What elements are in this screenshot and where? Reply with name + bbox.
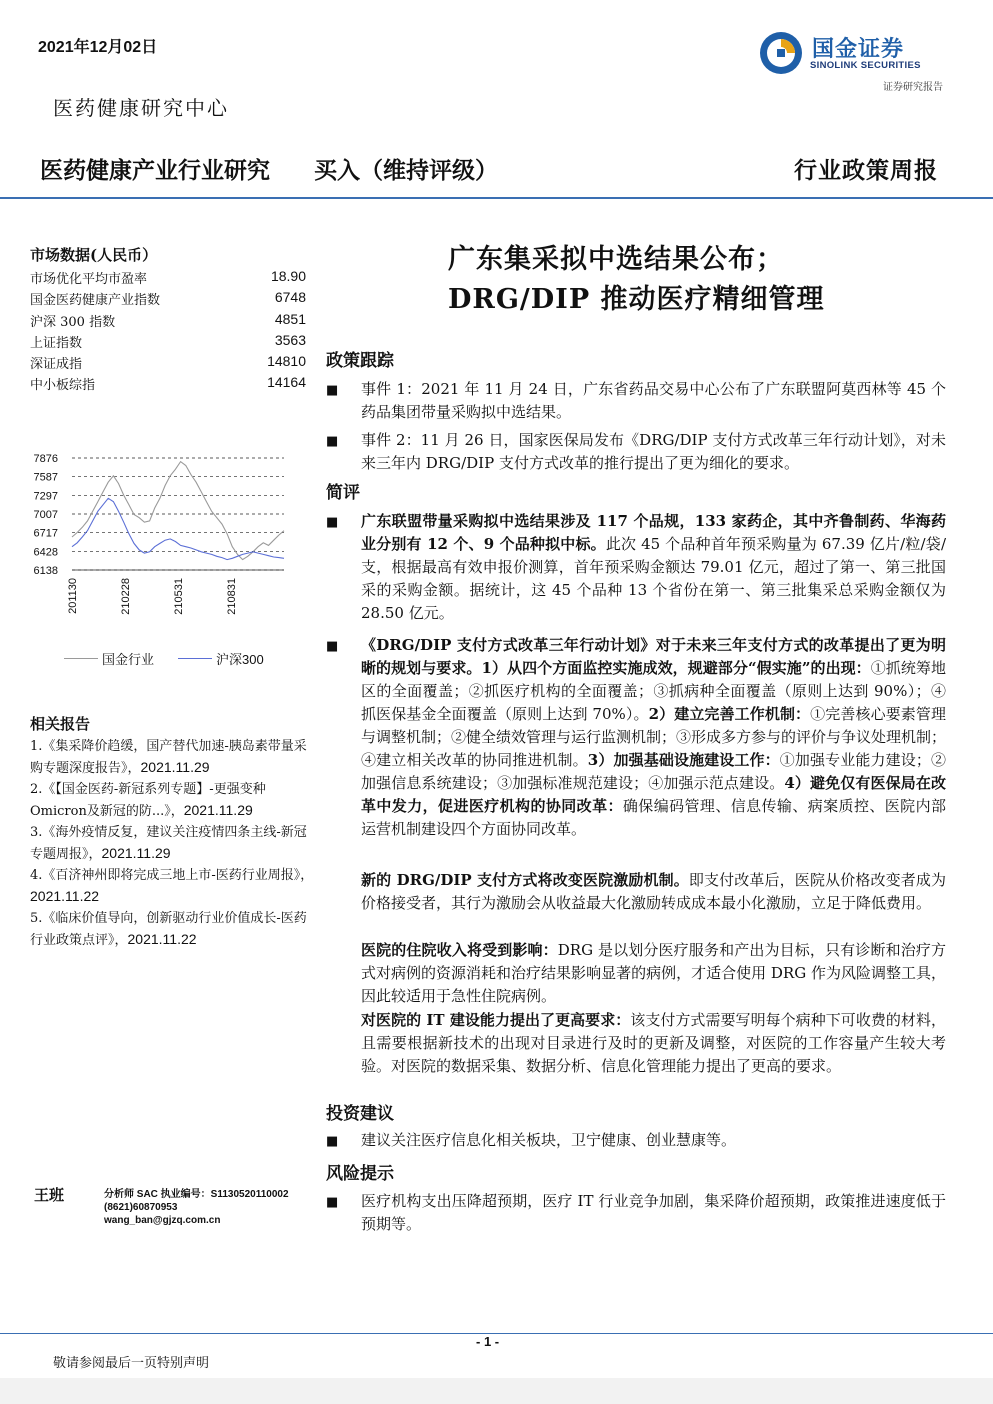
legend-label-hs300: 沪深300 xyxy=(216,652,264,667)
market-row xyxy=(30,268,306,289)
related-report-date: 2021.11.22 xyxy=(127,931,197,947)
y-tick-label: 6717 xyxy=(33,527,58,540)
related-report-date: 2021.11.29 xyxy=(101,845,171,861)
paragraph-it-text: 该支付方式需要写明每个病种下可收费的材料，且需要根据新技术的出现对目录进行及时的更新及调整，对医院的工作容量产生较大考验。对医院的数据采集、数据分析、信息化管理能力提出了更高的要求。 xyxy=(361,1011,946,1075)
paragraph-inpatient-text: DRG 是以划分医疗服务和产出为目标，只有诊断和治疗方式对病例的资源消耗和治疗结果影响显著的病例，才适合使用 DRG 作为风险调整工具，因此较适用于急性住院病例。 xyxy=(361,941,946,1005)
paragraph-it-bold: 对医院的 IT 建设能力提出了更高要求： xyxy=(361,1011,631,1029)
market-value: 6748 xyxy=(274,289,306,306)
paragraph-incentive xyxy=(361,869,946,915)
market-label: 深证成指 xyxy=(30,357,83,373)
event-1-text: 事件 1：2021 年 11 月 24 日，广东省药品交易中心公布了广东联盟阿莫西林等 45 个药品集团带量采购拟中选结果。 xyxy=(361,380,946,421)
comment-2-text-3: ①加强专业能力建设；②加强信息系统建设；③加强标准规范建设；④加强示范点建设。 xyxy=(361,751,946,792)
bullet-icon: ■ xyxy=(326,1195,339,1210)
x-tick-label: 201130 xyxy=(67,578,79,614)
market-value: 18.90 xyxy=(270,268,306,284)
comment-2-bold-3: 3）加强基础设施建设工作： xyxy=(587,751,780,769)
related-report-text: 1.《集采降价趋缓，国产替代加速-胰岛素带量采购专题深度报告》， xyxy=(30,739,307,776)
comment-1-bold: 广东联盟带量采购拟中选结果涉及 117 个品规，133 家药企，其中齐鲁制药、华海药业分别有 12 个、9 个品种拟中标。 xyxy=(361,512,946,553)
related-report-text: 5.《临床价值导向，创新驱动行业价值成长-医药行业政策点评》， xyxy=(30,911,307,948)
analyst-phone: (8621)60870953 xyxy=(104,1202,178,1213)
bullet-icon: ■ xyxy=(326,515,339,530)
header-divider xyxy=(0,197,993,199)
paragraph-it xyxy=(361,1009,946,1078)
page-number: - 1 - xyxy=(476,1334,500,1349)
related-report-item[interactable] xyxy=(30,908,318,951)
logo-text-en: SINOLINK SECURITIES xyxy=(810,60,921,71)
report-title-line2: DRG/DIP 推动医疗精细管理 xyxy=(448,284,825,315)
market-row xyxy=(30,311,306,332)
legend-label-industry: 国金行业 xyxy=(102,652,155,667)
comment-1-text: 此次 45 个品种首年预采购量为 67.39 亿片/粒/袋/支，根据最高有效申报价测算，首年预采购金额达 79.01 亿元，超过了第一、第三批国采的采购金额。据统计，这 45 个品种 13 个省份在第一、第三批集采总采购金额仅为 28.50 亿元。 xyxy=(361,535,946,622)
y-tick-label: 6138 xyxy=(33,565,58,577)
related-report-text: 4.《百济神州即将完成三地上市-医药行业周报》， xyxy=(30,868,314,883)
series-line-industry xyxy=(72,462,284,560)
market-label: 中小板综指 xyxy=(30,378,96,394)
market-row xyxy=(30,289,306,310)
chart-legend xyxy=(64,649,264,668)
paragraph-inpatient-bold: 医院的住院收入将受到影响： xyxy=(361,941,558,959)
bullet-icon: ■ xyxy=(326,1134,339,1149)
x-tick-label: 210831 xyxy=(226,578,238,615)
comment-2 xyxy=(361,634,946,841)
market-value: 4851 xyxy=(274,310,306,327)
related-report-item[interactable] xyxy=(30,865,318,908)
disclaimer-note: 敬请参阅最后一页特别声明 xyxy=(53,1356,210,1371)
sinolink-logo-icon xyxy=(758,30,804,76)
related-report-date: 2021.11.22 xyxy=(30,888,100,904)
report-title-line1: 广东集采拟中选结果公布； xyxy=(448,244,784,275)
x-tick-label: 210228 xyxy=(120,578,132,615)
series-line-hs300 xyxy=(72,498,284,559)
market-label: 国金医药健康产业指数 xyxy=(30,293,161,309)
report-category-label: 证券研究报告 xyxy=(883,82,943,93)
related-report-text: 3.《海外疫情反复，建议关注疫情四条主线-新冠专题周报》， xyxy=(30,825,307,862)
analyst-sac-number: 分析师 SAC 执业编号：S1130520110002 xyxy=(104,1189,289,1200)
paragraph-inpatient xyxy=(361,939,946,1008)
y-tick-label: 7297 xyxy=(33,490,58,503)
market-label: 市场优化平均市盈率 xyxy=(30,272,148,287)
market-value: 14810 xyxy=(267,353,306,370)
comment-2-bold-1: 《DRG/DIP 支付方式改革三年行动计划》对于未来三年支付方式的改革提出了更为明晰的规划与要求。1）从四个方面监控实施成效，规避部分“假实施”的出现： xyxy=(361,636,946,677)
bullet-icon: ■ xyxy=(326,434,339,449)
comment-1 xyxy=(361,510,946,625)
market-label: 沪深 300 指数 xyxy=(30,314,116,330)
research-center-name: 医药健康研究中心 xyxy=(53,96,229,120)
related-reports-title: 相关报告 xyxy=(30,715,91,733)
company-logo xyxy=(758,30,944,76)
market-value: 3563 xyxy=(274,331,306,348)
related-report-item[interactable] xyxy=(30,736,318,779)
related-report-date: 2021.11.29 xyxy=(140,759,210,775)
comment-2-text-1: ①抓统筹地区的全面覆盖；②抓医疗机构的全面覆盖；③抓病种全面覆盖（原则上达到 90%）；④抓医保基金全面覆盖（原则上达到 70%）。 xyxy=(361,659,946,723)
section-investment: 投资建议 xyxy=(326,1104,394,1124)
related-report-item[interactable] xyxy=(30,822,318,865)
section-risk: 风险提示 xyxy=(326,1164,394,1184)
report-title xyxy=(448,240,825,320)
analyst-email[interactable]: wang_ban@gjzq.com.cn xyxy=(104,1215,221,1226)
comment-2-bold-2: 2）建立完善工作机制： xyxy=(648,705,811,723)
legend-swatch-industry xyxy=(64,658,98,659)
y-tick-label: 7876 xyxy=(33,453,58,465)
event-2-text: 事件 2：11 月 26 日，国家医保局发布《DRG/DIP 支付方式改革三年行动计划》，对未来三年内 DRG/DIP 支付方式改革的推行提出了更为细化的要求。 xyxy=(361,431,946,472)
analyst-name: 王班 xyxy=(34,1186,65,1204)
related-report-item[interactable] xyxy=(30,779,318,822)
bullet-icon: ■ xyxy=(326,383,339,398)
legend-swatch-hs300 xyxy=(178,658,212,659)
market-value: 14164 xyxy=(267,374,306,391)
bullet-icon: ■ xyxy=(326,639,339,654)
related-report-date: 2021.11.29 xyxy=(183,802,253,818)
related-reports-list xyxy=(30,736,318,951)
related-report-text: 2.《【国金医药-新冠系列专题】-更强变种Omicron及新冠的防...》， xyxy=(30,782,266,819)
investment-text: 建议关注医疗信息化相关板块，卫宁健康、创业慧康等。 xyxy=(361,1131,737,1149)
report-type: 行业政策周报 xyxy=(794,157,938,184)
market-row xyxy=(30,332,306,353)
market-data-title: 市场数据(人民币） xyxy=(30,246,158,264)
comment-2-bold-4: 4）避免仅有医保局在改革中发力，促进医疗机构的协同改革： xyxy=(361,774,946,815)
market-row xyxy=(30,353,306,374)
market-label: 上证指数 xyxy=(30,335,83,351)
logo-text-cn: 国金证券 xyxy=(812,37,905,62)
comment-2-text-4: 确保编码管理、信息传输、病案质控、医院内部运营机制建设四个方面协同改革。 xyxy=(361,797,946,838)
y-tick-label: 7007 xyxy=(33,509,58,521)
analyst-info xyxy=(104,1188,289,1227)
footer-band xyxy=(0,1378,993,1404)
market-data-table xyxy=(30,268,306,396)
risk-text: 医疗机构支出压降超预期，医疗 IT 行业竞争加剧，集采降价超预期，政策推进速度低于预期等。 xyxy=(361,1192,946,1233)
y-tick-label: 6428 xyxy=(33,546,58,559)
industry-title: 医药健康产业行业研究 xyxy=(40,158,270,184)
index-trend-chart xyxy=(28,448,290,628)
section-policy-tracking: 政策跟踪 xyxy=(326,351,394,371)
paragraph-incentive-text: 即支付改革后，医院从价格改变者成为价格接受者，其行为激励会从收益最大化激励转成成本最小化激励，立足于降低费用。 xyxy=(361,871,946,912)
y-tick-label: 7587 xyxy=(33,471,58,484)
report-date: 2021年12月02日 xyxy=(38,39,158,56)
market-row xyxy=(30,374,306,395)
section-comment: 简评 xyxy=(326,483,360,503)
comment-2-text-2: ①完善核心要素管理与调整机制；②健全绩效管理与运行监测机制；③形成多方参与的评价与争议处理机制；④建立相关改革的协同推进机制。 xyxy=(361,705,947,769)
rating: 买入（维持评级） xyxy=(314,158,498,184)
paragraph-incentive-bold: 新的 DRG/DIP 支付方式将改变医院激励机制。 xyxy=(361,871,689,889)
x-tick-label: 210531 xyxy=(173,578,185,615)
